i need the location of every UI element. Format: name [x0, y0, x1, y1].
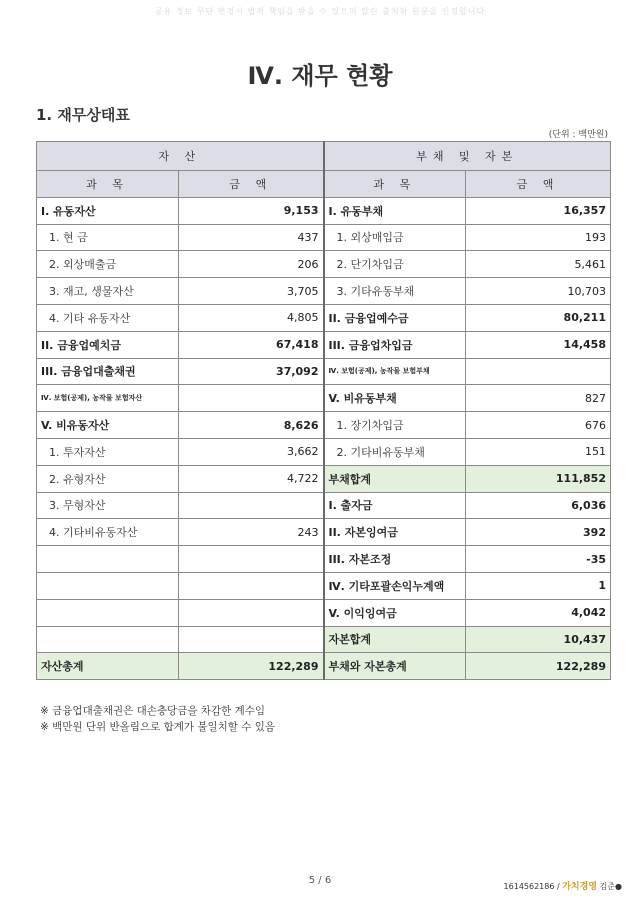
asset-label: 3. 재고, 생물자산: [37, 278, 179, 305]
table-row: [37, 438, 611, 465]
liability-value: 16,357: [466, 197, 611, 224]
liability-label: 1. 외상매입금: [324, 224, 466, 251]
liabilities-equity-header: 부채 및 자본: [324, 142, 611, 171]
asset-value: 206: [179, 251, 324, 278]
liability-label: II. 자본잉여금: [324, 519, 466, 546]
liability-label: 2. 단기차입금: [324, 251, 466, 278]
table-row: [37, 519, 611, 546]
liab-equity-total-label: 부채와 자본총계: [324, 653, 466, 680]
table-row: [37, 251, 611, 278]
table-header-row: [37, 142, 611, 171]
assets-total-label: 자산총계: [37, 653, 179, 680]
liability-value: 10,703: [466, 278, 611, 305]
table-row: [37, 572, 611, 599]
asset-value: 243: [179, 519, 324, 546]
asset-value: 67,418: [179, 331, 324, 358]
liability-label: 1. 장기차입금: [324, 412, 466, 439]
liability-value: [466, 358, 611, 385]
table-row: [37, 412, 611, 439]
asset-label: II. 금융업예치금: [37, 331, 179, 358]
table-row: [37, 653, 611, 680]
footnote: ※ 금융업대출채권은 대손충당금을 차감한 계수임: [40, 705, 266, 717]
asset-label: V. 비유동자산: [37, 412, 179, 439]
table-row: [37, 304, 611, 331]
liability-label: II. 금융업예수금: [324, 304, 466, 331]
liability-value: 80,211: [466, 304, 611, 331]
table-row: [37, 278, 611, 305]
top-watermark: 공유 정보 무단 변경시 법적 책임을 받을 수 있으며 알린 출처와 원문을 인정합니다: [154, 7, 486, 16]
asset-value: 437: [179, 224, 324, 251]
liab-equity-total-value: 122,289: [466, 653, 611, 680]
liability-value: 151: [466, 438, 611, 465]
assets-header: 자 산: [37, 142, 324, 171]
liability-value: 1: [466, 572, 611, 599]
liability-value: 6,036: [466, 492, 611, 519]
liability-value: 4,042: [466, 599, 611, 626]
assets-total-value: 122,289: [179, 653, 324, 680]
liability-label: III. 금융업차입금: [324, 331, 466, 358]
asset-value: 4,722: [179, 465, 324, 492]
table-row: [37, 599, 611, 626]
liability-value: 14,458: [466, 331, 611, 358]
liability-value: 193: [466, 224, 611, 251]
liability-label: V. 비유동부채: [324, 385, 466, 412]
table-row: [37, 465, 611, 492]
asset-value: [179, 626, 324, 653]
liability-label: Ⅳ. 기타포괄손익누계액: [324, 572, 466, 599]
table-row: [37, 626, 611, 653]
liability-label: 2. 기타비유동부채: [324, 438, 466, 465]
asset-label: 4. 기타비유동자산: [37, 519, 179, 546]
page-number: 5 / 6: [308, 875, 332, 886]
asset-value: [179, 599, 324, 626]
section-title: 1. 재무상태표: [36, 106, 130, 124]
asset-label: 1. 투자자산: [37, 438, 179, 465]
asset-label: 3. 무형자산: [37, 492, 179, 519]
footnote: ※ 백만원 단위 반올림으로 합계가 불일치할 수 있음: [40, 721, 276, 733]
liab-item-header: 과 목: [324, 171, 466, 198]
asset-value: 3,662: [179, 438, 324, 465]
liability-label: Ⅳ. 보험(공제), 농작물 보험부채: [324, 358, 466, 385]
table-row: [37, 197, 611, 224]
document-id: [504, 879, 622, 892]
liability-label: I. 출자금: [324, 492, 466, 519]
table-row: [37, 492, 611, 519]
asset-value: [179, 492, 324, 519]
asset-label: [37, 599, 179, 626]
liability-label: 3. 기타유동부채: [324, 278, 466, 305]
asset-label: III. 금융업대출채권: [37, 358, 179, 385]
liability-value: 392: [466, 519, 611, 546]
table-row: [37, 331, 611, 358]
table-row: [37, 224, 611, 251]
liabilities-total-label: 부채합계: [324, 465, 466, 492]
equity-total-label: 자본합계: [324, 626, 466, 653]
asset-label: 2. 유형자산: [37, 465, 179, 492]
liab-amount-header: 금 액: [466, 171, 611, 198]
asset-value: 3,705: [179, 278, 324, 305]
asset-label: I. 유동자산: [37, 197, 179, 224]
table-subheader-row: [37, 171, 611, 198]
asset-value: [179, 546, 324, 573]
footnotes: [40, 703, 275, 735]
liabilities-total-value: 111,852: [466, 465, 611, 492]
liability-value: 827: [466, 385, 611, 412]
asset-value: 9,153: [179, 197, 324, 224]
liability-label: I. 유동부채: [324, 197, 466, 224]
equity-total-value: 10,437: [466, 626, 611, 653]
asset-value: 8,626: [179, 412, 324, 439]
table-row: [37, 358, 611, 385]
liability-label: III. 자본조정: [324, 546, 466, 573]
document-stamp: 가치경영: [562, 882, 598, 892]
table-row: [37, 385, 611, 412]
assets-amount-header: 금 액: [179, 171, 324, 198]
asset-label: 2. 외상매출금: [37, 251, 179, 278]
table-row: [37, 546, 611, 573]
document-id-suffix: 김준●: [599, 882, 622, 891]
asset-value: 4,805: [179, 304, 324, 331]
asset-label: [37, 572, 179, 599]
liability-value: 676: [466, 412, 611, 439]
unit-note: (단위 : 백만원): [548, 130, 608, 140]
asset-value: [179, 572, 324, 599]
liability-value: 5,461: [466, 251, 611, 278]
document-id-number: 1614562186 /: [503, 882, 560, 891]
page-title: Ⅳ. 재무 현황: [247, 62, 393, 90]
asset-value: 37,092: [179, 358, 324, 385]
asset-label: [37, 626, 179, 653]
liability-label: V. 이익잉여금: [324, 599, 466, 626]
balance-sheet-table: [36, 141, 611, 680]
asset-value: [179, 385, 324, 412]
asset-label: [37, 546, 179, 573]
asset-label: 1. 현 금: [37, 224, 179, 251]
asset-label: 4. 기타 유동자산: [37, 304, 179, 331]
liability-value: -35: [466, 546, 611, 573]
assets-item-header: 과 목: [37, 171, 179, 198]
asset-label: Ⅳ. 보험(공제), 농작물 보험자산: [37, 385, 179, 412]
